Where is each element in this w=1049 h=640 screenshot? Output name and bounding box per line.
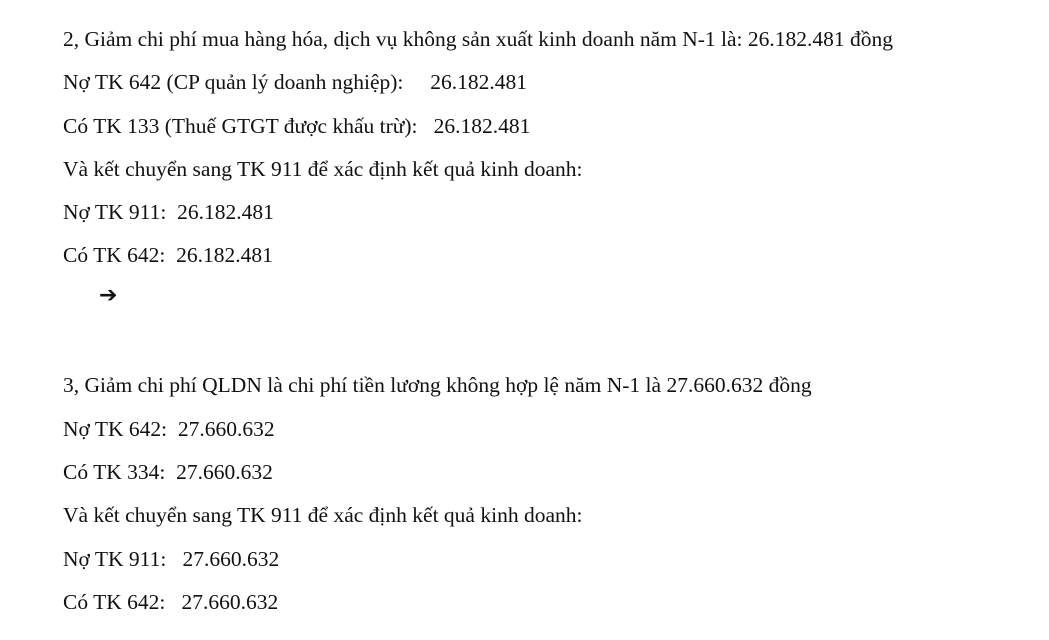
right-arrow-icon: ➔ <box>99 283 118 308</box>
section-2-credit-642: Có TK 642: 26.182.481 <box>63 243 273 267</box>
section-2-debit-911: Nợ TK 911: 26.182.481 <box>63 200 274 224</box>
section-3-credit-334: Có TK 334: 27.660.632 <box>63 460 273 484</box>
section-3-heading: 3, Giảm chi phí QLDN là chi phí tiền lương không hợp lệ năm N-1 là 27.660.632 đồng <box>63 373 812 397</box>
section-3-credit-642: Có TK 642: 27.660.632 <box>63 590 279 614</box>
section-2-heading: 2, Giảm chi phí mua hàng hóa, dịch vụ không sản xuất kinh doanh năm N-1 là: 26.182.481 đồng <box>63 27 894 51</box>
section-3-transfer-note: Và kết chuyển sang TK 911 để xác định kết quả kinh doanh: <box>63 503 583 527</box>
section-2-debit-642: Nợ TK 642 (CP quản lý doanh nghiệp): 26.182.481 <box>63 70 528 94</box>
section-3-debit-911: Nợ TK 911: 27.660.632 <box>63 547 280 571</box>
section-2-credit-133: Có TK 133 (Thuế GTGT được khấu trừ): 26.182.481 <box>63 114 531 138</box>
section-2-transfer-note: Và kết chuyển sang TK 911 để xác định kết quả kinh doanh: <box>63 157 583 181</box>
section-3-debit-642: Nợ TK 642: 27.660.632 <box>63 417 275 441</box>
